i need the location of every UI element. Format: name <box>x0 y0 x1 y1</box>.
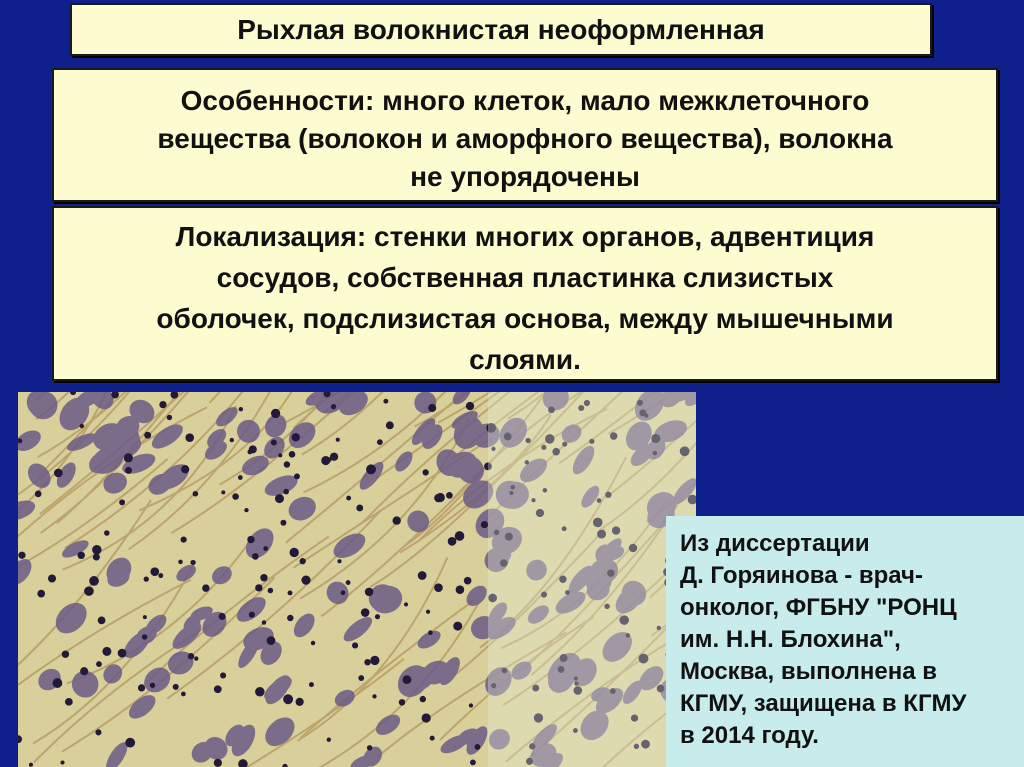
caption-line-6: КГМУ, защищена в КГМУ <box>680 690 967 717</box>
caption-line-5: Москва, выполнена в <box>680 658 937 685</box>
localization-box <box>52 206 998 381</box>
caption-line-1: Из диссертации <box>680 530 870 557</box>
slide-title <box>70 3 932 56</box>
caption-line-4: им. Н.Н. Блохина", <box>680 626 901 653</box>
features-box <box>52 68 998 202</box>
caption-line-7: в 2014 году. <box>680 722 819 749</box>
histology-micrograph <box>18 392 696 767</box>
localization-line-2: сосудов, собственная пластинка слизистых <box>216 262 834 293</box>
caption-line-2: Д. Горяинова - врач- <box>680 562 923 589</box>
localization-line-1: Локализация: стенки многих органов, адвентиция <box>175 221 875 252</box>
features-line-1: Особенности: много клеток, мало межклеточного <box>180 85 870 116</box>
source-caption <box>666 516 1024 767</box>
caption-line-3: онколог, ФГБНУ "РОНЦ <box>680 594 957 621</box>
features-line-2: вещества (волокон и аморфного вещества), волокна <box>157 123 893 154</box>
localization-line-3: оболочек, подслизистая основа, между мышечными <box>156 303 894 334</box>
slide-title-text: Рыхлая волокнистая неоформленная <box>237 14 765 45</box>
localization-line-4: слоями. <box>469 344 581 375</box>
features-line-3: не упорядочены <box>410 161 640 192</box>
